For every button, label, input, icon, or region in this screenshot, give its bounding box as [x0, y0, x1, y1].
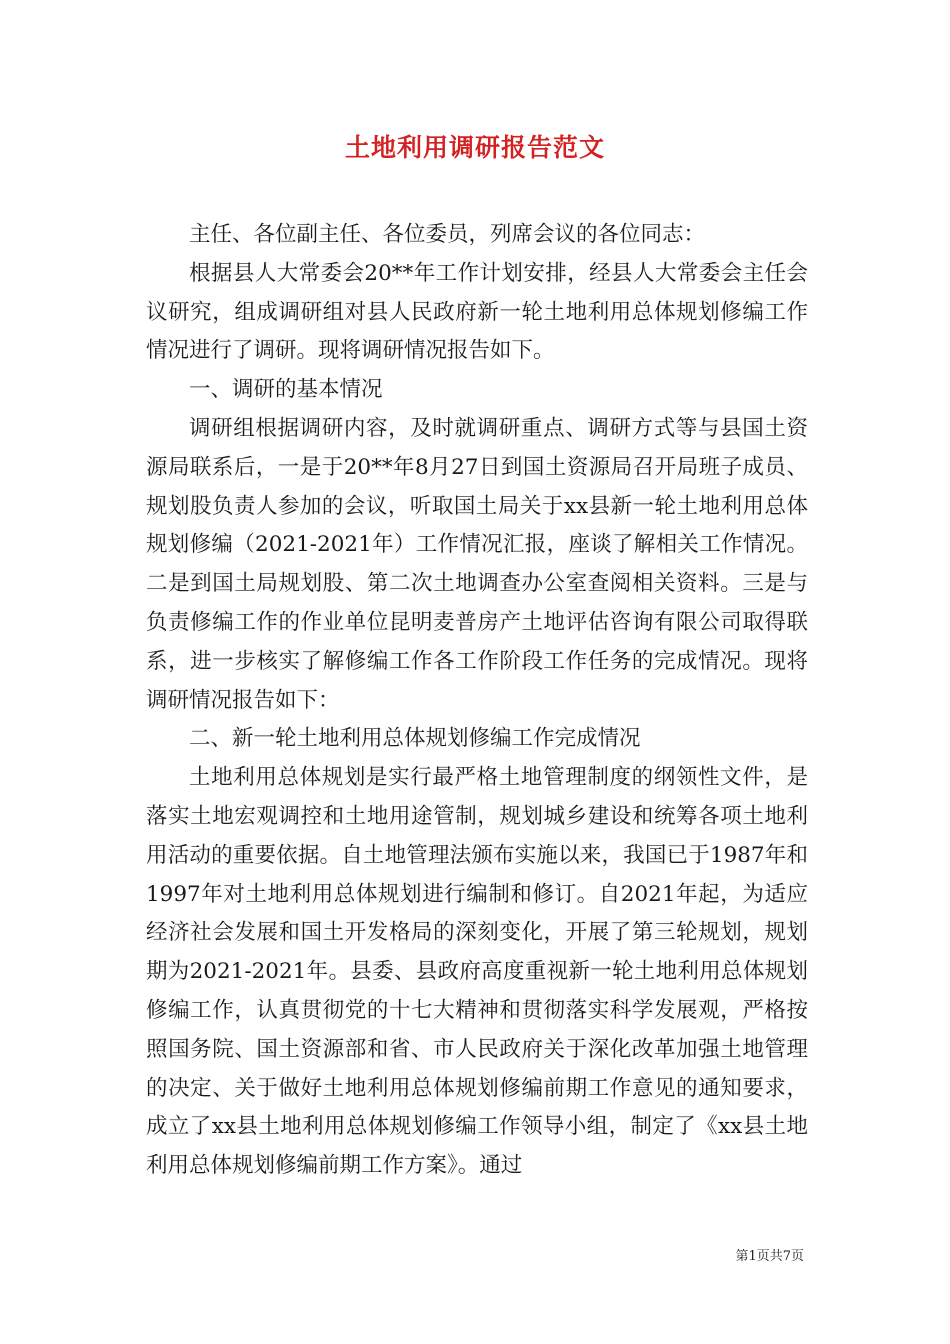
document-body [146, 216, 808, 1186]
section-heading-2: 二、新一轮土地利用总体规划修编工作完成情况 [189, 726, 641, 752]
section-heading-1: 一、调研的基本情况 [189, 377, 383, 403]
paragraph-completion: 土地利用总体规划是实行最严格土地管理制度的纲领性文件，是落实土地宏观调控和土地用途管制，规划城乡建设和统筹各项土地利用活动的重要依据。自土地管理法颁布实施以来，我国已于1987年和1997年对土地利用总体规划进行编制和修订。自2021年起，为适应经济社会发展和国土开发格局的深刻变化，开展了第三轮规划，规划期为2021-2021年。县委、县政府高度重视新一轮土地利用总体规划修编工作，认真贯彻党的十七大精神和贯彻落实科学发展观，严格按照国务院、国土资源部和省、市人民政府关于深化改革加强土地管理的决定、关于做好土地利用总体规划修编前期工作意见的通知要求，成立了xx县土地利用总体规划修编工作领导小组，制定了《xx县土地利用总体规划修编前期工作方案》。通过 [146, 765, 808, 1179]
page-number: 第1页共7页 [735, 1249, 804, 1264]
document-title: 土地利用调研报告范文 [344, 133, 605, 162]
paragraph-salutation: 主任、各位副主任、各位委员，列席会议的各位同志： [189, 222, 706, 247]
paragraph-basic-situation: 调研组根据调研内容，及时就调研重点、调研方式等与县国土资源局联系后，一是于20**年8月27日到国土资源局召开局班子成员、规划股负责人参加的会议，听取国土局关于xx县新一轮土地利用总体规划修编（2021-2021年）工作情况汇报，座谈了解相关工作情况。二是到国土局规划股、第二次土地调查办公室查阅相关资料。三是与负责修编工作的作业单位昆明麦普房产土地评估咨询有限公司取得联系，进一步核实了解修编工作各工作阶段工作任务的完成情况。现将调研情况报告如下： [146, 415, 808, 713]
paragraph-intro: 根据县人大常委会20**年工作计划安排，经县人大常委会主任会议研究，组成调研组对县人民政府新一轮土地利用总体规划修编工作情况进行了调研。现将调研情况报告如下。 [146, 260, 808, 364]
